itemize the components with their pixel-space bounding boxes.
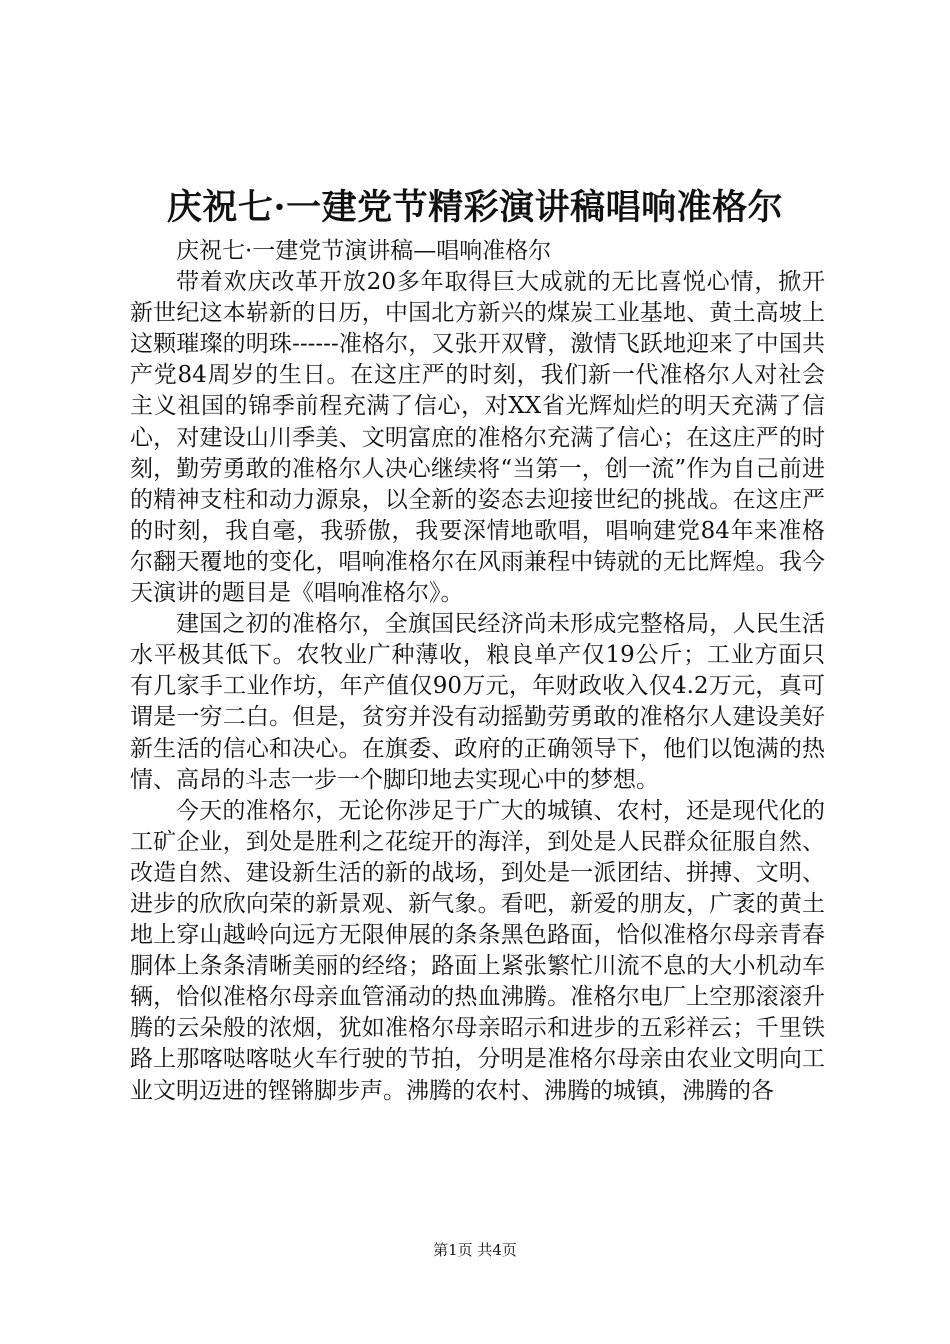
paragraph: 今天的准格尔，无论你涉足于广大的城镇、农村，还是现代化的工矿企业，到处是胜利之花绽开的海洋，到处是人民群众征服自然、改造自然、建设新生活的新的战场，到处是一派团结、拼搏、文明、进步的欣欣向荣的新景观、新气象。看吧，新爱的朋友，广袤的黄土地上穿山越岭向远方无限伸展的条条黑色路面，恰似准格尔母亲青春胴体上条条清晰美丽的经络；路面上紧张繁忙川流不息的大小机动车辆，恰似准格尔母亲血管涌动的热血沸腾。准格尔电厂上空那滚滚升腾的云朵般的浓烟，犹如准格尔母亲昭示和进步的五彩祥云；千里铁路上那喀哒喀哒火车行驶的节拍，分明是准格尔母亲由农业文明向工业文明迈进的铿锵脚步声。沸腾的农村、沸腾的城镇，沸腾的各 [130,797,825,1104]
paragraph: 建国之初的准格尔，全旗国民经济尚未形成完整格局，人民生活水平极其低下。农牧业广种薄收，粮良单产仅19公斤；工业方面只有几家手工业作坊，年产值仅90万元，年财政收入仅4.2万元，真可谓是一穷二白。但是，贫穷并没有动摇勤劳勇敢的准格尔人建设美好新生活的信心和决心。在旗委、政府的正确领导下，他们以饱满的热情、高昂的斗志一步一个脚印地去实现心中的梦想。 [130,611,825,793]
document-body [130,236,825,1107]
page-number-footer: 第1页 共4页 [433,1241,517,1259]
paragraph: 带着欢庆改革开放20多年取得巨大成就的无比喜悦心情，掀开新世纪这本崭新的日历，中国北方新兴的煤炭工业基地、黄土高坡上这颗璀璨的明珠------准格尔，又张开双臂，激情飞跃地迎来了中国共产党84周岁的生日。在这庄严的时刻，我们新一代准格尔人对社会主义祖国的锦季前程充满了信心，对XX省光辉灿烂的明天充满了信心，对建设山川季美、文明富庶的准格尔充满了信心；在这庄严的时刻，勤劳勇敢的准格尔人决心继续将“当第一，创一流”作为自己前进的精神支柱和动力源泉，以全新的姿态去迎接世纪的挑战。在这庄严的时刻，我自毫，我骄傲，我要深情地歌唱，唱响建党84年来准格尔翻天覆地的变化，唱响准格尔在风雨兼程中铸就的无比辉煌。我今天演讲的题目是《唱响准格尔》。 [130,269,825,607]
document-title: 庆祝七·一建党节精彩演讲稿唱响准格尔 [166,187,784,228]
paragraph-subtitle: 庆祝七·一建党节演讲稿—唱响准格尔 [176,238,552,264]
